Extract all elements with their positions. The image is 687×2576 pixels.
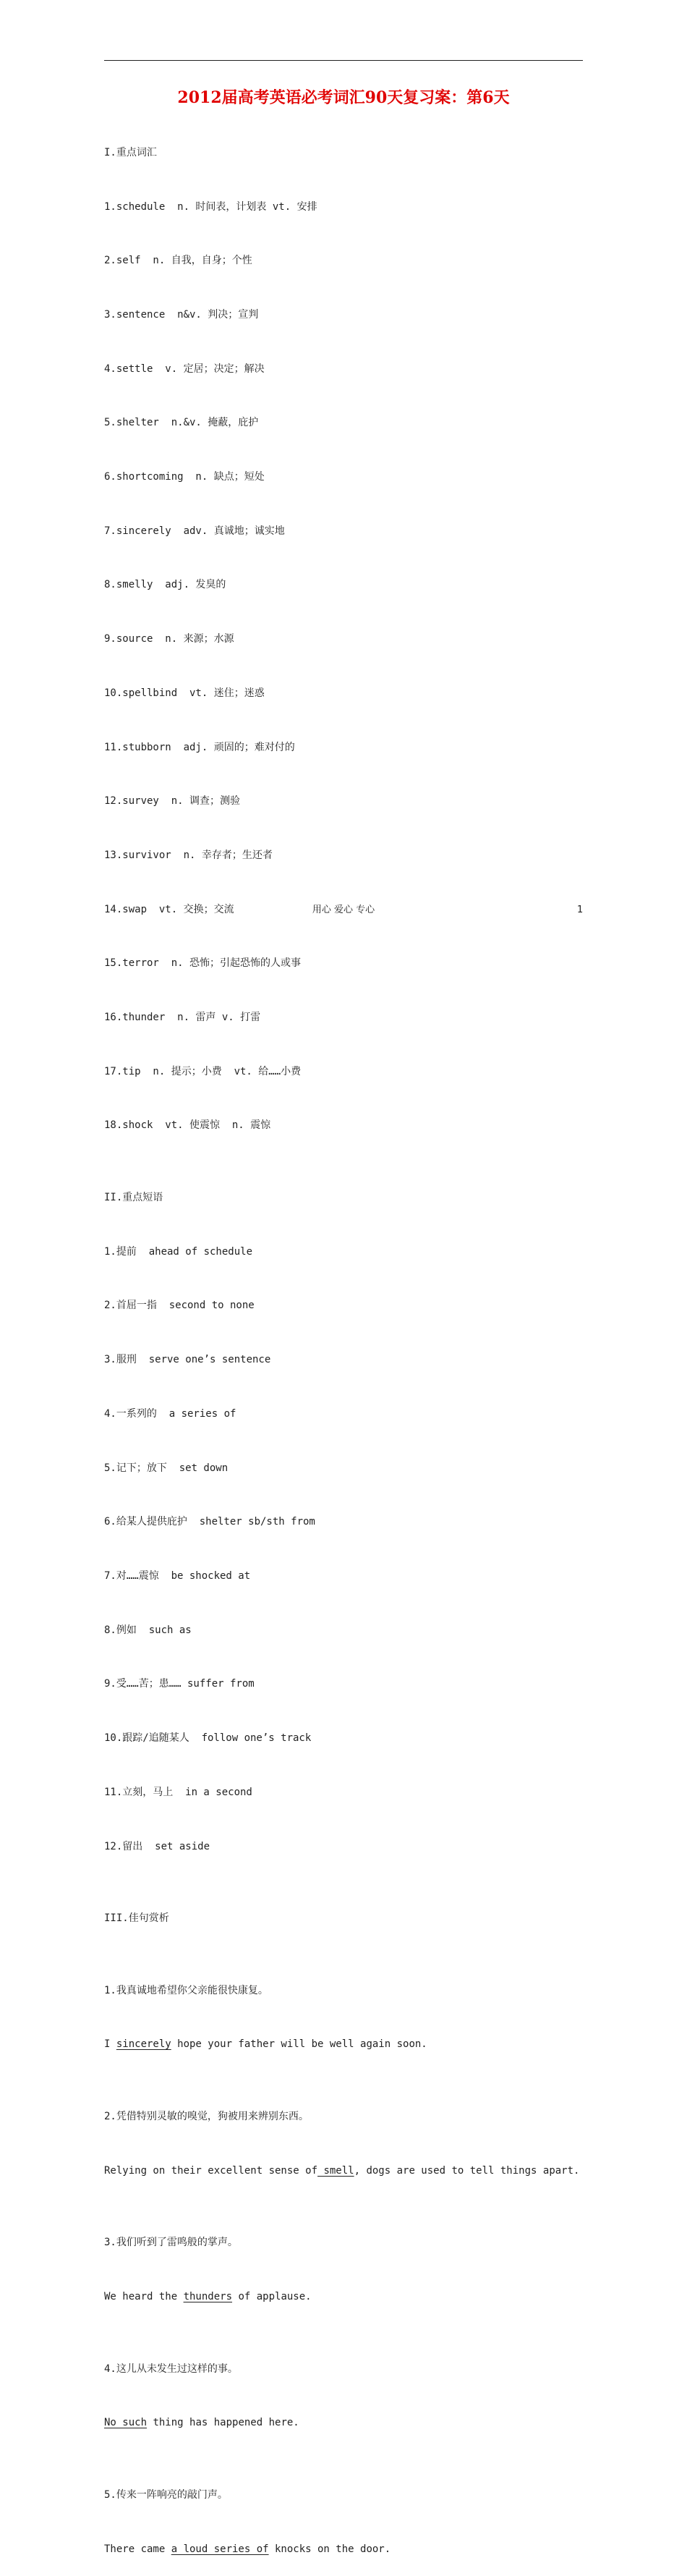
phrase-item: 3.服刑 serve one’s sentence (104, 1354, 271, 1366)
phrase-item: 9.受……苦；患…… suffer from (104, 1678, 255, 1690)
page-number: 1 (577, 904, 584, 915)
underlined-keyword: sincerely (116, 2038, 171, 2051)
phrase-item: 11.立刻，马上 in a second (104, 1786, 252, 1798)
phrase-item: 6.给某人提供庇护 shelter sb/sth from (104, 1516, 315, 1528)
vocab-item: 17.tip n. 提示；小费 vt. 给……小费 (104, 1065, 302, 1077)
phrase-item: 5.记下；放下 set down (104, 1462, 229, 1474)
underlined-keyword: smell (317, 2164, 354, 2177)
underlined-keyword: thunders (183, 2291, 233, 2303)
sentence-chinese: 4.这儿从未发生过这样的事。 (104, 2363, 238, 2375)
section-heading-phrases: II.重点短语 (104, 1192, 163, 1204)
phrase-item: 8.例如 such as (104, 1624, 192, 1636)
sentence-english (104, 2288, 589, 2306)
sentence-chinese: 5.传来一阵响亮的敲门声。 (104, 2488, 228, 2501)
sentence-text: of applause. (232, 2291, 312, 2303)
vocab-item: 13.survivor n. 幸存者；生还者 (104, 849, 273, 861)
vocab-item: 16.thunder n. 雷声 v. 打雷 (104, 1012, 261, 1024)
sentence-text: hope your father will be well again soon. (171, 2038, 427, 2051)
vocab-item: 8.smelly adj. 发臭的 (104, 579, 226, 591)
sentence-chinese: 2.凭借特别灵敏的嗅觉，狗被用来辨别东西。 (104, 2111, 309, 2123)
vocab-item: 1.schedule n. 时间表，计划表 vt. 安排 (104, 200, 317, 213)
sentence-chinese: 3.我们听到了雷鸣般的掌声。 (104, 2237, 238, 2249)
sentence-text: I (104, 2038, 116, 2051)
vocab-item: 18.shock vt. 使震惊 n. 震惊 (104, 1119, 271, 1132)
sentence-english (104, 2162, 589, 2180)
sentence-english (104, 2541, 589, 2559)
sentence-text: Relying on their excellent sense of (104, 2164, 318, 2177)
sentence-text: There came (104, 2543, 171, 2555)
phrase-item: 12.留出 set aside (104, 1840, 210, 1852)
vocab-item: 11.stubborn adj. 顽固的；难对付的 (104, 741, 295, 753)
page-title: 2012届高考英语必考词汇90天复习案：第6天 (177, 88, 510, 107)
phrase-item: 1.提前 ahead of schedule (104, 1245, 253, 1258)
phrase-item: 10.跟踪/追随某人 follow one’s track (104, 1732, 312, 1745)
vocab-item: 12.survey n. 调查；测验 (104, 795, 241, 808)
vocab-item: 2.self n. 自我，自身；个性 (104, 255, 252, 267)
sentence-english (104, 2414, 589, 2432)
phrase-item: 4.一系列的 a series of (104, 1407, 236, 1420)
vocab-item: 14.swap vt. 交换；交流 (104, 903, 234, 915)
vocab-item: 5.shelter n.&v. 掩蔽，庇护 (104, 417, 259, 429)
phrase-item: 2.首屈一指 second to none (104, 1300, 255, 1312)
sentence-text: , dogs are used to tell things apart. (354, 2164, 580, 2177)
footer-motto: 用心 爱心 专心 (312, 904, 375, 915)
vocab-item: 10.spellbind vt. 迷住；迷惑 (104, 687, 265, 699)
vocab-item: 9.source n. 来源；水源 (104, 633, 234, 645)
vocab-item: 15.terror n. 恐怖；引起恐怖的人或事 (104, 957, 302, 970)
sentence-english (104, 2035, 589, 2054)
sentence-text: knocks on the door. (268, 2543, 391, 2555)
vocab-item: 4.settle v. 定居；决定；解决 (104, 363, 265, 375)
underlined-keyword: a loud series of (171, 2543, 269, 2555)
vocab-item: 3.sentence n&v. 判决；宣判 (104, 308, 259, 321)
sentence-text: We heard the (104, 2291, 184, 2303)
vocab-item: 7.sincerely adv. 真诚地；诚实地 (104, 525, 285, 537)
section-heading-vocabulary: I.重点词汇 (104, 146, 157, 158)
header-rule (104, 60, 583, 61)
section-heading-sentences: III.佳句赏析 (104, 1912, 169, 1925)
sentence-text: thing has happened here. (147, 2417, 299, 2429)
underlined-keyword: No such (104, 2417, 148, 2429)
document-body (104, 108, 589, 2576)
sentence-chinese: 1.我真诚地希望你父亲能很快康复。 (104, 1984, 268, 1996)
vocab-item: 6.shortcoming n. 缺点；短处 (104, 471, 265, 483)
phrase-item: 7.对……震惊 be shocked at (104, 1570, 251, 1582)
